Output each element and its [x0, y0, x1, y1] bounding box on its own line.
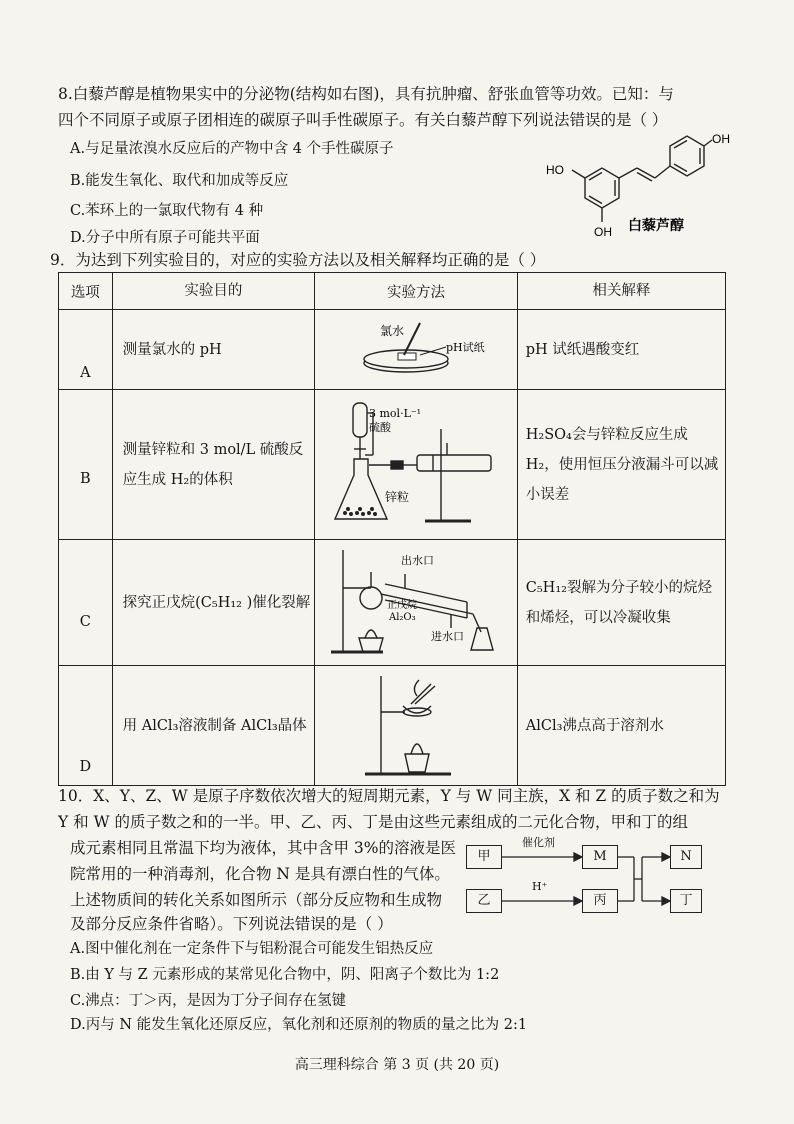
cracking-apparatus — [321, 542, 511, 660]
row-c-explanation: C₅H₁₂裂解为分子较小的烷烃和烯烃，可以冷凝收集 — [517, 540, 725, 666]
row-c-option: C — [59, 540, 113, 666]
ph-paper-label: pH试纸 — [445, 340, 485, 354]
node-ding: 丁 — [670, 889, 702, 913]
row-b-explanation: H₂SO₄会与锌粒反应生成 H₂，使用恒压分液漏斗可以减小误差 — [517, 390, 725, 540]
row-b-method — [315, 390, 518, 540]
q8-line2: 四个不同原子或原子团相连的碳原子叫手性碳原子。有关白藜芦醇下列说法错误的是（ ） — [58, 111, 668, 129]
acid-conc-label: 3 mol·L⁻¹ — [368, 406, 422, 420]
node-bing: 丙 — [582, 889, 618, 913]
table-row — [59, 310, 726, 390]
row-b-purpose: 测量锌粒和 3 mol/L 硫酸反应生成 H₂的体积 — [112, 390, 315, 540]
table-header-row — [59, 273, 726, 310]
page-footer: 高三理科综合 第 3 页 (共 20 页) — [294, 1057, 500, 1073]
sulfuric-acid-label: 硫酸 — [368, 420, 391, 434]
row-d-purpose: 用 AlCl₃溶液制备 AlCl₃晶体 — [112, 666, 315, 786]
node-m: M — [582, 845, 618, 869]
water-outlet-label: 出水口 — [400, 553, 434, 567]
row-c-method — [315, 540, 518, 666]
q10-option-c: C.沸点：丁＞丙，是因为丁分子间存在氢键 — [70, 993, 347, 1009]
q8-option-a: A.与足量浓溴水反应后的产物中含 4 个手性碳原子 — [70, 141, 394, 157]
resveratrol-structure — [540, 130, 740, 245]
ho-label: HO — [546, 163, 564, 177]
acid-label: H⁺ — [532, 880, 548, 893]
table-row — [59, 540, 726, 666]
q8-line1: 8.白藜芦醇是植物果实中的分泌物(结构如右图)，具有抗肿瘤、舒张血管等功效。已知：与 — [58, 85, 674, 103]
row-a-purpose: 测量氯水的 pH — [112, 310, 315, 390]
q10-line3: 成元素相同且常温下均为液体，其中含甲 3%的溶液是医 — [70, 839, 457, 857]
row-a-method — [315, 310, 518, 390]
q9-stem: 9．为达到下列实验目的，对应的实验方法以及相关解释均正确的是（ ） — [50, 251, 546, 269]
pentane-label: 正戊烷 — [386, 599, 417, 611]
q10-line2: Y 和 W 的质子数之和的一半。甲、乙、丙、丁是由这些元素组成的二元化合物，甲和丁的组 — [58, 813, 688, 831]
row-d-method — [315, 666, 518, 786]
row-d-option: D — [59, 666, 113, 786]
row-c-purpose: 探究正戊烷(C₅H₁₂ )催化裂解 — [112, 540, 315, 666]
q10-option-d: D.丙与 N 能发生氧化还原反应，氧化剂和还原剂的物质的量之比为 2:1 — [70, 1017, 528, 1033]
catalyst-label: 催化剂 — [522, 836, 555, 849]
chlorine-water-label: 氯水 — [379, 323, 404, 338]
node-jia: 甲 — [466, 845, 502, 869]
header-method: 实验方法 — [315, 273, 518, 310]
q10-line4: 院常用的一种消毒剂，化合物 N 是具有漂白性的气体。 — [70, 865, 450, 883]
q8-option-d: D.分子中所有原子可能共平面 — [70, 230, 260, 246]
ph-paper-apparatus — [336, 317, 496, 379]
q10-option-b: B.由 Y 与 Z 元素形成的某常见化合物中，阴、阳离子个数比为 1:2 — [70, 967, 500, 983]
row-a-explanation: pH 试纸遇酸变红 — [517, 310, 725, 390]
evaporation-apparatus — [341, 668, 491, 780]
conversion-diagram — [466, 838, 706, 918]
q10-line5: 上述物质间的转化关系如图所示（部分反应物和生成物 — [70, 891, 443, 909]
table-row — [59, 666, 726, 786]
q8-option-b: B.能发生氧化、取代和加成等反应 — [70, 173, 289, 189]
node-n: N — [670, 845, 702, 869]
q8-option-c: C.苯环上的一氯取代物有 4 种 — [70, 203, 264, 219]
gas-volume-apparatus — [321, 393, 511, 533]
header-explanation: 相关解释 — [517, 273, 725, 310]
experiment-table — [58, 272, 726, 786]
zinc-label: 锌粒 — [384, 489, 409, 504]
oh-bottom-label: OH — [594, 225, 612, 239]
resveratrol-label: 白藜芦醇 — [628, 218, 684, 234]
header-purpose: 实验目的 — [112, 273, 315, 310]
alumina-label: Al₂O₃ — [388, 611, 416, 623]
header-option: 选项 — [59, 273, 113, 310]
row-d-explanation: AlCl₃沸点高于溶剂水 — [517, 666, 725, 786]
q10-line6: 及部分反应条件省略）。下列说法错误的是（ ） — [70, 915, 393, 933]
table-row — [59, 390, 726, 540]
row-a-option: A — [59, 310, 113, 390]
node-yi: 乙 — [466, 889, 502, 913]
water-inlet-label: 进水口 — [430, 629, 464, 643]
q10-option-a: A.图中催化剂在一定条件下与铝粉混合可能发生铝热反应 — [70, 941, 434, 957]
oh-right-label: OH — [712, 132, 730, 146]
row-b-option: B — [59, 390, 113, 540]
q10-line1: 10．X、Y、Z、W 是原子序数依次增大的短周期元素，Y 与 W 同主族，X 和 Z 的质子数之和为 — [58, 787, 720, 805]
